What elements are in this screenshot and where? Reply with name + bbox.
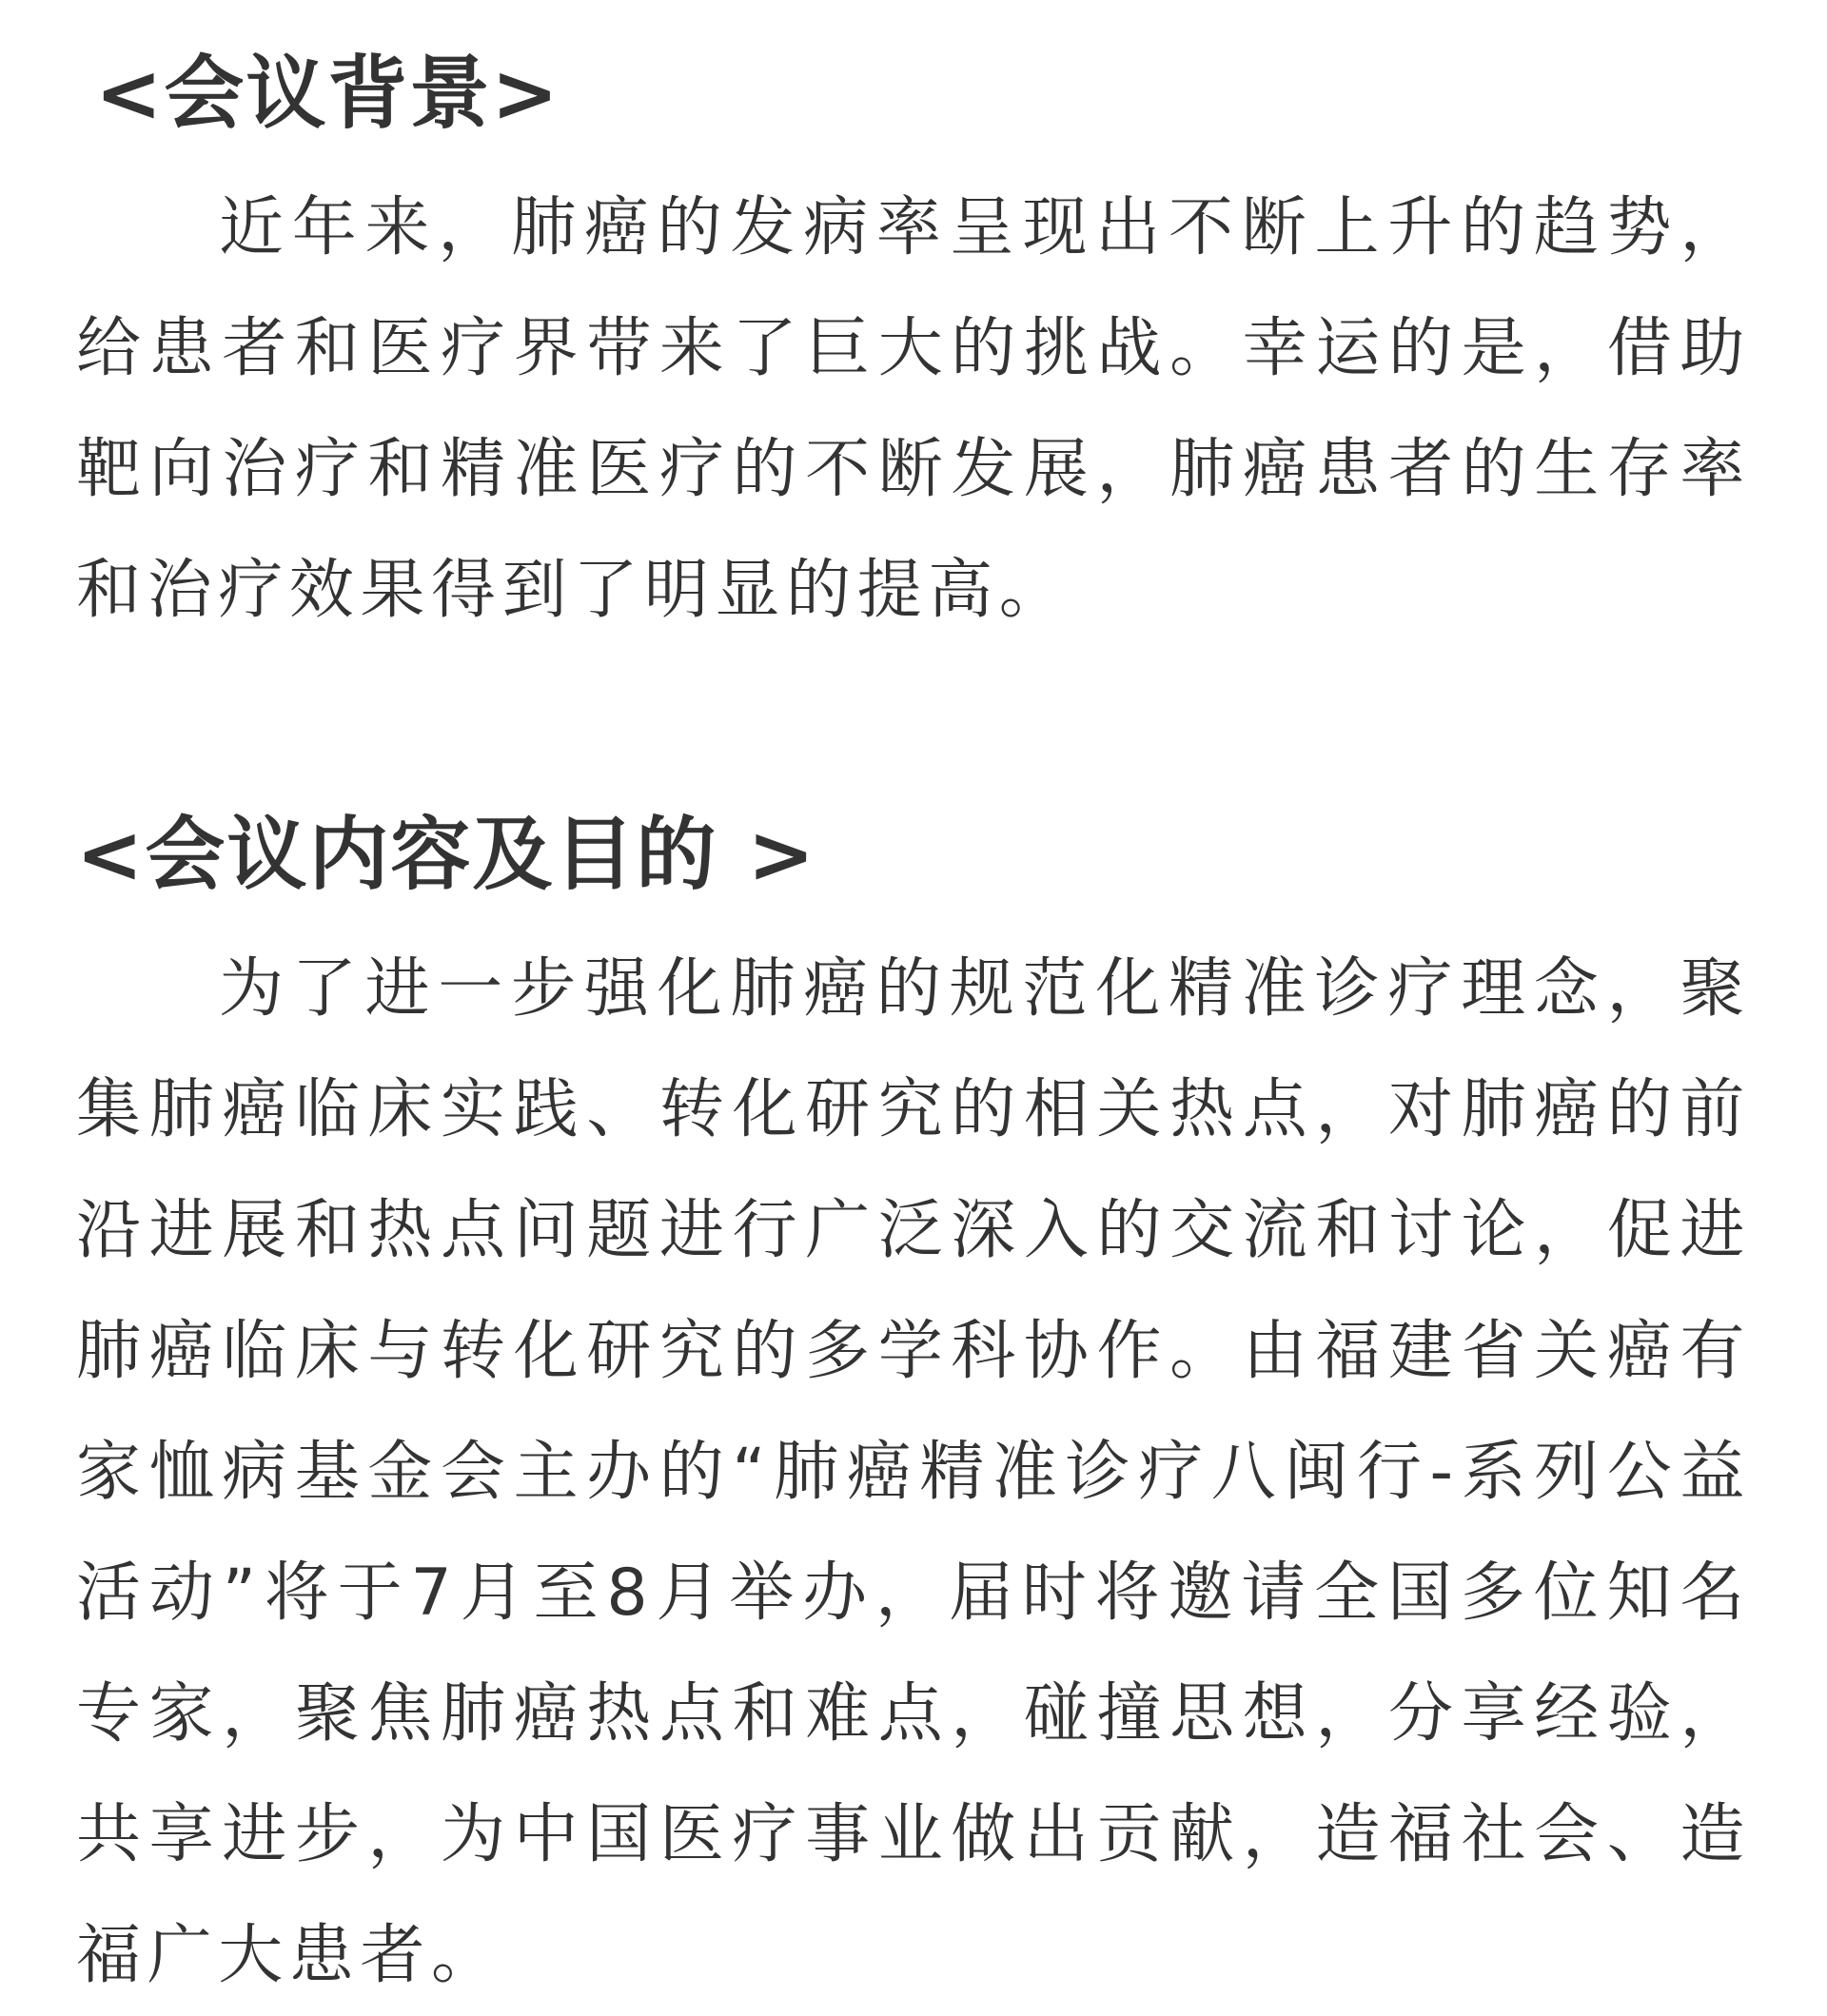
paragraph-content-purpose: 为了进一步强化肺癌的规范化精准诊疗理念，聚集肺癌临床实践、转化研究的相关热点，对肺癌的前沿进展和热点问题进行广泛深入的交流和讨论，促进肺癌临床与转化研究的多学科协作。由福建省关癌有家恤病基金会主办的“肺癌精准诊疗八闽行-系列公益活动”将于7月至8月举办，届时将邀请全国多位知名专家，聚焦肺癌热点和难点，碰撞思想，分享经验，共享进步，为中国医疗事业做出贡献，造福社会、造福广大患者。 [76, 951, 1751, 1993]
paragraph-background: 近年来，肺癌的发病率呈现出不断上升的趋势，给患者和医疗界带来了巨大的挑战。幸运的是，借助靶向治疗和精准医疗的不断发展，肺癌患者的生存率和治疗效果得到了明显的提高。 [76, 190, 1751, 628]
section-heading-content-purpose: <会议内容及目的 > [76, 808, 817, 901]
section-heading-background: <会议背景> [95, 47, 560, 140]
